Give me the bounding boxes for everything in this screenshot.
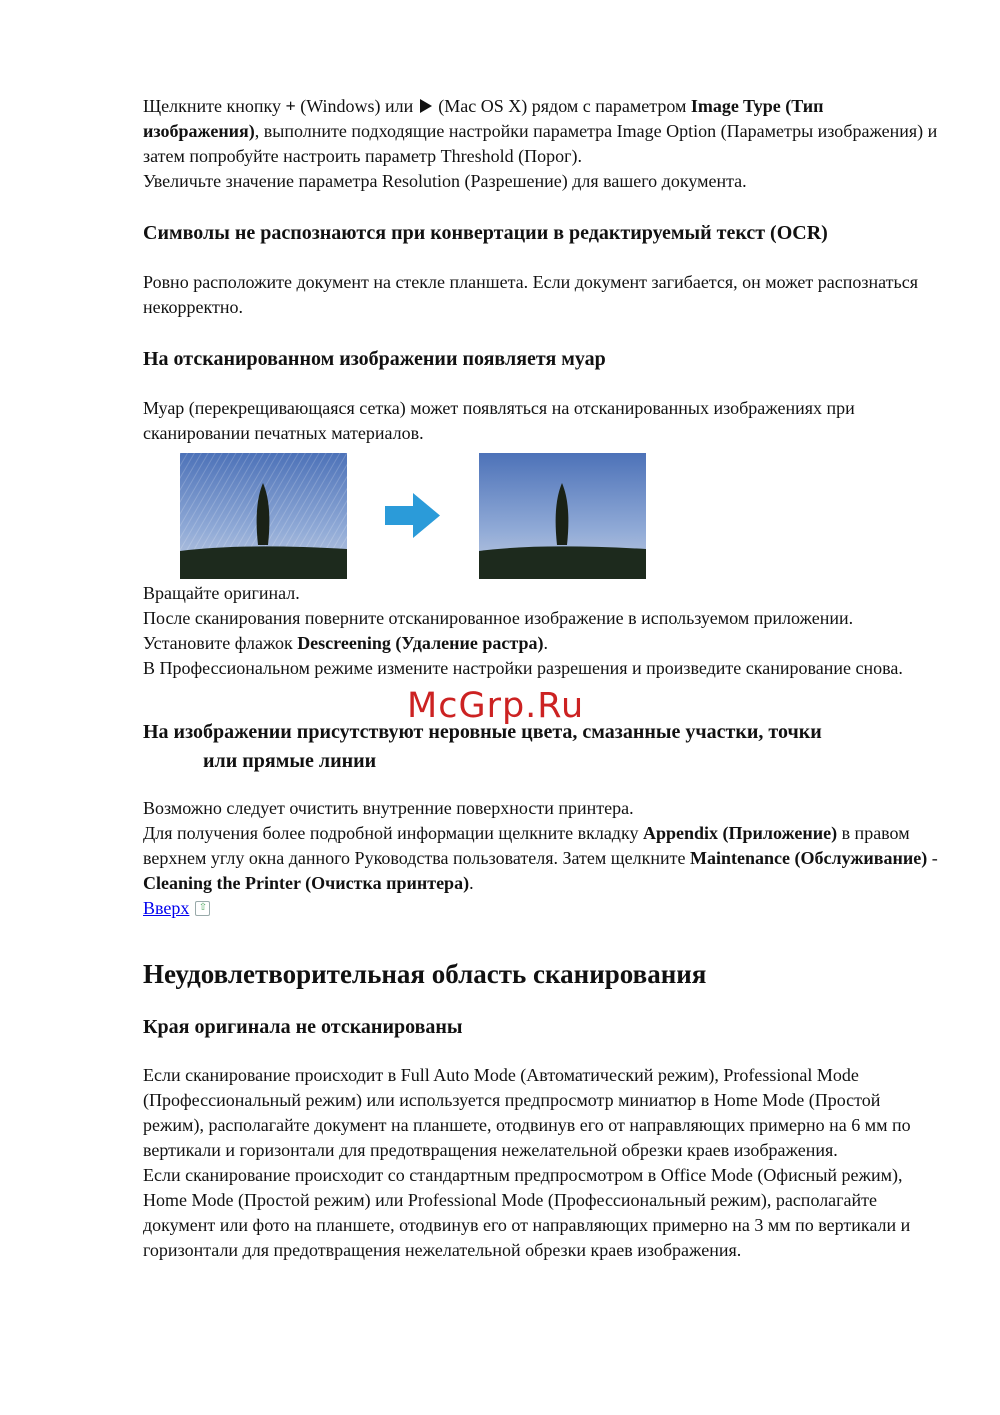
uneven-p2 xyxy=(143,821,943,896)
uneven-p2-text: . xyxy=(469,873,474,893)
plus-button-label: + xyxy=(285,96,296,116)
moire-after3-text: . xyxy=(543,633,548,653)
triangle-right-icon xyxy=(420,99,432,113)
ocr-heading: Символы не распознаются при конвертации в редактируемый текст (OCR) xyxy=(143,222,828,244)
intro-paragraph xyxy=(143,94,943,169)
intro-text: (Windows) или xyxy=(295,96,418,116)
arrow-right-icon xyxy=(385,493,440,538)
moire-after3 xyxy=(143,631,943,656)
intro-text: , выполните подходящие настройки параметра Image Option (Параметры изображения) и затем попробуйте настроить параметр Threshold (Порог). xyxy=(143,121,938,166)
intro-text: Щелкните кнопку xyxy=(143,96,286,116)
moire-text: Муар (перекрещивающаяся сетка) может появляться на отсканированных изображениях при сканировании печатных материалов. xyxy=(143,398,855,443)
arrow-up-icon[interactable]: ⇧ xyxy=(195,901,210,916)
cleaning-term: Cleaning the Printer (Очистка принтера) xyxy=(143,873,470,893)
uneven-p2-text: Для получения более подробной информации щелкните вкладку xyxy=(143,823,643,843)
watermark: McGrp.Ru xyxy=(407,686,585,726)
uneven-heading-line2: или прямые линии xyxy=(203,750,377,772)
top-link-row xyxy=(143,896,943,921)
uneven-p1: Возможно следует очистить внутренние поверхности принтера. xyxy=(143,798,634,818)
document-page xyxy=(143,94,943,1263)
maintenance-term: Maintenance (Обслуживание) xyxy=(690,848,928,868)
top-link[interactable]: Вверх xyxy=(143,898,190,918)
moire-after4: В Профессиональном режиме измените настройки разрешения и произведите сканирование снова. xyxy=(143,658,903,678)
area-heading: Неудовлетворительная область сканирования xyxy=(143,959,707,989)
moire-before-image xyxy=(180,453,347,579)
area-subheading: Края оригинала не отсканированы xyxy=(143,1016,463,1038)
moire-after-image xyxy=(479,453,646,579)
intro-text: (Mac OS X) рядом с параметром xyxy=(433,96,691,116)
moire-heading: На отсканированном изображении появляетя муар xyxy=(143,348,606,370)
area-p2: Если сканирование происходит со стандартным предпросмотром в Office Mode (Офисный режим), Home Mode (Простой режим) или Professional Mode (Профессиональный режим), располагайте документ или фото на планшете, отодвинув его от направляющих примерно на 3 мм по вертикали и горизонтали для предотвращения нежелательной обрезки краев изображения. xyxy=(143,1165,911,1260)
moire-after3-text: Установите флажок xyxy=(143,633,298,653)
ocr-text: Ровно расположите документ на стекле планшета. Если документ загибается, он может распознаться некорректно. xyxy=(143,272,919,317)
intro-line2: Увеличьте значение параметра Resolution (Разрешение) для вашего документа. xyxy=(143,171,747,191)
moire-after2: После сканирования поверните отсканированное изображение в используемом приложении. xyxy=(143,608,854,628)
appendix-term: Appendix (Приложение) xyxy=(642,823,838,843)
descreening-term: Descreening (Удаление растра) xyxy=(297,633,544,653)
moire-after1: Вращайте оригинал. xyxy=(143,583,300,603)
image-type-term: Image Type (Тип изображения) xyxy=(143,96,824,141)
moire-example-images xyxy=(143,453,943,579)
uneven-heading-line1: На изображении присутствуют неровные цвета, смазанные участки, точки xyxy=(143,721,822,743)
uneven-p2-text: - xyxy=(927,848,938,868)
uneven-p2-text: в правом верхнем углу окна данного Руководства пользователя. Затем щелкните xyxy=(143,823,910,868)
uneven-heading xyxy=(143,718,943,776)
area-p1: Если сканирование происходит в Full Auto Mode (Автоматический режим), Professional Mode (Профессиональный режим) или используется предпросмотр миниатюр в Home Mode (Простой режим), располагайте документ на планшете, отодвинув его от направляющих примерно на 6 мм по вертикали и горизонтали для предотвращения нежелательной обрезки краев изображения. xyxy=(143,1065,911,1160)
